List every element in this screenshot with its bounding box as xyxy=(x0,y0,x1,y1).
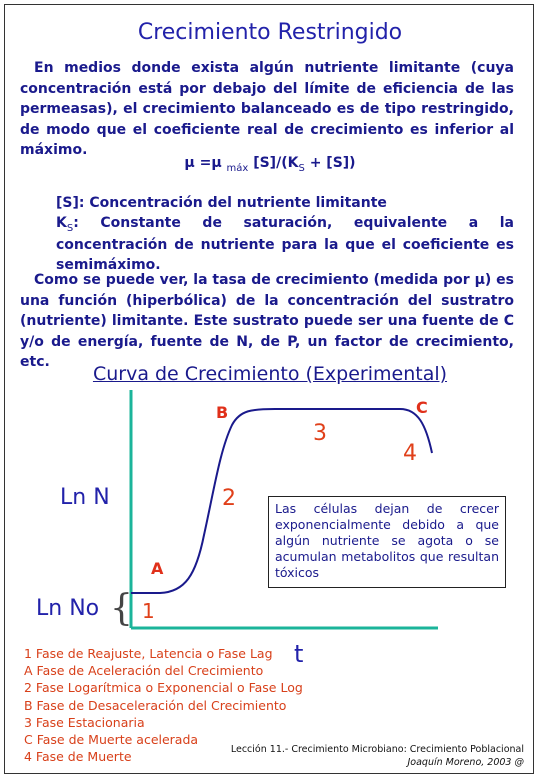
k-definition-text: : Constante de saturación, equivalente a la concentración de nutriente para la que el coeficiente es semimáximo. xyxy=(56,215,514,273)
phase-label-a: A xyxy=(151,559,164,578)
y0-axis-label: Ln No xyxy=(36,596,100,621)
legend-item: 1 Fase de Reajuste, Latencia o Fase Lag xyxy=(24,646,273,661)
y-axis-label: Ln N xyxy=(60,485,110,510)
page-title: Crecimiento Restringido xyxy=(137,20,403,45)
k-subscript: S xyxy=(66,223,74,234)
legend-item: 4 Fase de Muerte xyxy=(24,749,132,765)
phase-label-c: C xyxy=(416,398,428,417)
phase-label-4: 4 xyxy=(403,441,417,466)
legend-item: A Fase de Aceleración del Crecimiento xyxy=(24,663,264,679)
phase-label-2: 2 xyxy=(222,486,236,511)
footer-author: Joaquín Moreno, 2003 @ xyxy=(407,757,524,768)
formula-rest: [S]/(K xyxy=(253,155,299,171)
legend-item: C Fase de Muerte acelerada xyxy=(24,732,199,748)
formula-rest2: + [S]) xyxy=(309,155,356,171)
formula-sub-max: máx xyxy=(226,163,249,174)
x-axis-label: t xyxy=(294,640,304,668)
footer xyxy=(231,743,524,769)
formula-mu: μ xyxy=(184,155,195,171)
curve-title-text: Curva de Crecimiento (Experimental) xyxy=(92,363,448,385)
formula-eq: =μ xyxy=(199,155,222,171)
footer-lesson: Lección 11.- Crecimiento Microbiano: Crecimiento Poblacional xyxy=(230,744,524,755)
phase-label-1: 1 xyxy=(142,599,155,623)
note-box: Las células dejan de crecer exponencialmente debido a que algún nutriente se agota o se acumulan metabolitos que resultan tóxicos xyxy=(268,496,506,588)
k-symbol: K xyxy=(56,215,67,231)
formula-sub-s: S xyxy=(298,163,305,174)
intro-paragraph: En medios donde exista algún nutriente limitante (cuya concentración está por debajo del límite de eficiencia de las permeasas), el crecimiento balanceado es de tipo restringido, de modo que el coeficiente real de crecimiento es inferior al máximo. xyxy=(20,60,514,158)
brace-icon: { xyxy=(110,588,133,629)
phase-label-3: 3 xyxy=(313,421,327,446)
phase-label-b: B xyxy=(216,403,229,422)
legend-item: 2 Fase Logarítmica o Exponencial o Fase Log xyxy=(24,680,303,696)
definition-s: [S]: Concentración del nutriente limitante xyxy=(56,195,387,211)
legend-item: B Fase de Desaceleración del Crecimiento xyxy=(24,697,287,713)
explanation-paragraph: Como se puede ver, la tasa de crecimiento (medida por μ) es una función (hiperbólica) de la concentración del sustratro (nutriente) limitante. Este sustrato puede ser una fuente de C y/o de energía, fuente de N, de P, un factor de crecimiento, etc. xyxy=(20,272,514,370)
legend-item: 3 Fase Estacionaria xyxy=(24,714,145,730)
